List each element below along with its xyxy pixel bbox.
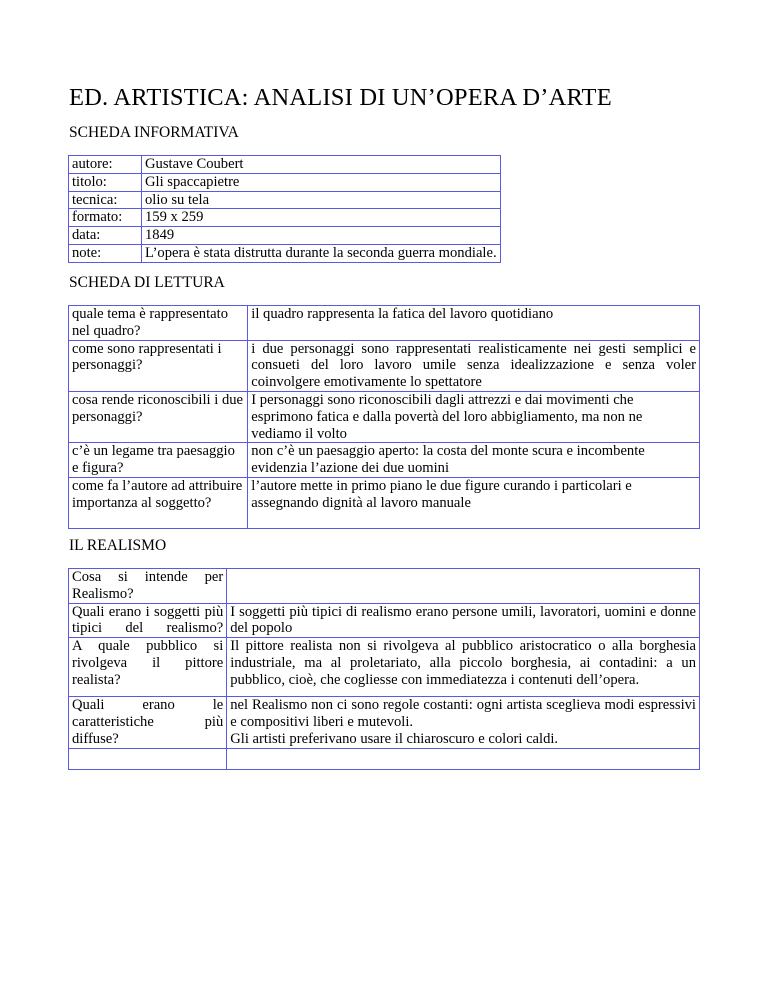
- table-row: [69, 227, 501, 245]
- page-title: ED. ARTISTICA: ANALISI DI UN’OPERA D’ARTE: [69, 84, 612, 111]
- table-row: [69, 209, 501, 227]
- answer-line: nel Realismo non ci sono regole costanti: ogni artista sceglieva modi espressivi e compositivi liberi e mutevoli.: [230, 697, 696, 730]
- table-row: [69, 391, 700, 442]
- table-row: [69, 569, 700, 604]
- table-row: [69, 156, 501, 174]
- table-row: [69, 340, 700, 391]
- answer-cell: i due personaggi sono rappresentati realisticamente nei gesti semplici e consueti del loro lavoro umile senza idealizzazione e senza voler coinvolgere emotivamente lo spettatore: [248, 340, 700, 391]
- answer-cell: non c’è un paesaggio aperto: la costa del monte scura e incombente evidenzia l’azione dei due uomini: [248, 443, 700, 478]
- info-value: olio su tela: [142, 191, 501, 209]
- info-label: tecnica:: [69, 191, 142, 209]
- answer-cell: I soggetti più tipici di realismo erano persone umili, lavoratori, uomini e donne del popolo: [227, 603, 700, 638]
- info-value: Gli spaccapietre: [142, 173, 501, 191]
- info-value: 1849: [142, 227, 501, 245]
- info-value: 159 x 259: [142, 209, 501, 227]
- info-value: L’opera è stata distrutta durante la seconda guerra mondiale.: [142, 244, 501, 262]
- answer-cell: I personaggi sono riconoscibili dagli attrezzi e dai movimenti che esprimono fatica e dalla povertà del loro abbigliamento, ma non ne vediamo il volto: [248, 391, 700, 442]
- answer-line: Gli artisti preferivano usare il chiaroscuro e colori caldi.: [230, 730, 559, 747]
- section-heading-realismo: IL REALISMO: [69, 537, 167, 554]
- table-row: [69, 306, 700, 341]
- question-cell: [69, 748, 227, 769]
- question-cell: Cosa si intende per Realismo?: [69, 569, 227, 604]
- answer-cell: [227, 697, 700, 748]
- question-cell: Quali erano le caratteristiche più diffuse?: [69, 697, 227, 748]
- reading-table: [68, 305, 700, 529]
- info-value: Gustave Coubert: [142, 156, 501, 174]
- table-row: [69, 173, 501, 191]
- table-row: [69, 191, 501, 209]
- question-cell: c’è un legame tra paesaggio e figura?: [69, 443, 248, 478]
- info-label: formato:: [69, 209, 142, 227]
- info-label: titolo:: [69, 173, 142, 191]
- info-label: data:: [69, 227, 142, 245]
- question-cell: A quale pubblico si rivolgeva il pittore realista?: [69, 638, 227, 697]
- table-row: [69, 697, 700, 748]
- question-cell: Quali erano i soggetti più tipici del realismo?: [69, 603, 227, 638]
- table-row: [69, 477, 700, 528]
- answer-cell: l’autore mette in primo piano le due figure curando i particolari e assegnando dignità al lavoro manuale: [248, 477, 700, 528]
- table-row: [69, 244, 501, 262]
- section-heading-lettura: SCHEDA DI LETTURA: [69, 274, 225, 291]
- info-label: note:: [69, 244, 142, 262]
- answer-cell: [227, 569, 700, 604]
- question-cell: come sono rappresentati i personaggi?: [69, 340, 248, 391]
- realism-table: [68, 568, 700, 770]
- info-table: [68, 155, 501, 263]
- question-cell: quale tema è rappresentato nel quadro?: [69, 306, 248, 341]
- answer-cell: [227, 748, 700, 769]
- question-cell: come fa l’autore ad attribuire importanza al soggetto?: [69, 477, 248, 528]
- table-row: [69, 748, 700, 769]
- answer-cell: Il pittore realista non si rivolgeva al pubblico aristocratico o alla borghesia industriale, ma al proletariato, alla piccolo borghesia, ai contadini: a un pubblico, cioè, che cogliesse con immediatezza i contenuti dell’opera.: [227, 638, 700, 697]
- info-label: autore:: [69, 156, 142, 174]
- table-row: [69, 638, 700, 697]
- table-row: [69, 603, 700, 638]
- table-row: [69, 443, 700, 478]
- question-cell: cosa rende riconoscibili i due personaggi?: [69, 391, 248, 442]
- answer-cell: il quadro rappresenta la fatica del lavoro quotidiano: [248, 306, 700, 341]
- section-heading-informativa: SCHEDA INFORMATIVA: [69, 124, 239, 141]
